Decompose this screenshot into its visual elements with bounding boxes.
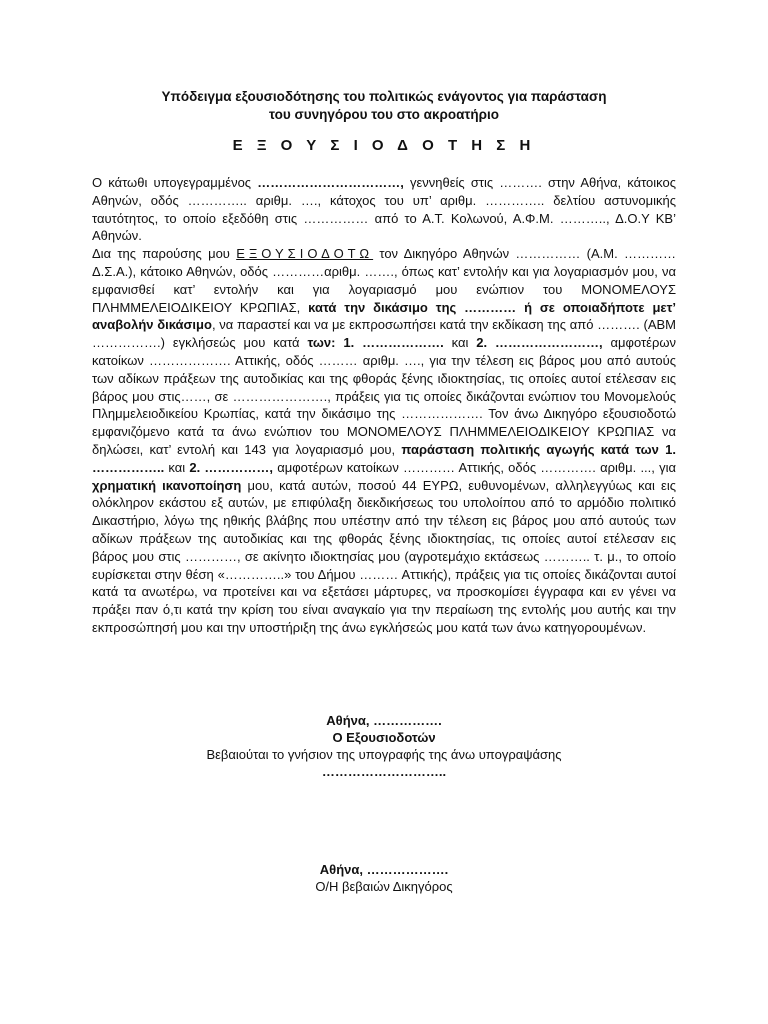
p2-text-5: αμφοτέρων κατοίκων ………………. Αττικής, οδός ……… αριθμ. …., για την τέλεση εις βάρος μου από αυτούς των αδίκων πράξεων της αυτοδικίας και της φθοράς ξένης ιδιοκτησίας, τις οποίες αυτοί ετέλεσαν εις βάρος μου στις……, σε …………………., πράξεις για τις οποίες δικάζονται ενώπιον του Μονομελούς Πλημμελειοδικείου Κρωπίας, κατά την δικάσιμο της ………………. Τον άνω Δικηγόρο εξουσιοδοτώ εμφανιζόμενο κατά τα άνω ενώπιον του ΜΟΝΟΜΕΛΟΥΣ ΠΛΗΜΜΕΛΕΙΟΔΙΚΕΙΟΥ ΚΡΩΠΙΑΣ να δηλώσει, κατ’ εντολή και 143 για λογαριασμό μου, <box>92 335 676 457</box>
certifying-lawyer-label: Ο/Η βεβαιών Δικηγόρος <box>315 879 453 894</box>
p2-civil-claim-2: 2. ……………, <box>189 459 274 475</box>
p2-text-4: και <box>443 335 477 351</box>
title-line-2: του συνηγόρου του στο ακροατήριο <box>268 107 500 122</box>
paragraph-authorization <box>92 245 676 637</box>
p2-hearing-date: κατά την δικάσιμο της ………… ή σε οποιαδήποτε μετ’ αναβολήν δικάσιμο <box>92 299 676 333</box>
signer-label: Ο Εξουσιοδοτών <box>332 730 436 745</box>
title-line-1: Υπόδειγμα εξουσιοδότησης του πολιτικώς ενάγοντος για παράσταση <box>161 89 607 104</box>
p2-accused-2: 2. ……………………, <box>476 335 603 351</box>
p2-text-7: αμφοτέρων κατοίκων ………… Αττικής, οδός …………. αριθμ. ..., για <box>273 459 676 475</box>
signature-line: ……………………….. <box>321 764 447 779</box>
p2-authorize-word: ΕΞΟΥΣΙΟΔΟΤΩ <box>236 246 374 262</box>
p2-text-3: , να παραστεί και να με εκπροσωπήσει κατά την εκδίκαση της από ………. (ΑΒΜ …………….) εγκλήσεώς μου κατά <box>92 317 677 351</box>
p2-text-1: Δια της παρούσης μου <box>92 246 237 262</box>
p2-accused-1: των: 1. ………………. <box>307 335 444 351</box>
p1-text-2: γεννηθείς στις ………. στην Αθήνα, κάτοικος Αθηνών, οδός ………….. αριθμ. …., κάτοχος του υπ’ αριθμ. ………….. δελτίου αστυνομικής ταυτότητος, το οποίο εξεδόθη στις …………… από το Α.Τ. Κολωνού, Α.Φ.Μ. ……….., Δ.Ο.Υ ΚΒ’ Αθηνών. <box>92 175 677 244</box>
document-title <box>100 88 668 124</box>
p1-name-blank: ……………………………, <box>257 175 404 190</box>
closing-place-date-2: Αθήνα, ………………. <box>319 862 449 877</box>
p1-text-1: Ο κάτωθι υπογεγραμμένος <box>92 175 258 190</box>
p2-monetary-compensation: χρηματική ικανοποίηση <box>92 477 242 493</box>
paragraph-identity <box>92 174 676 245</box>
document-heading: Ε Ξ Ο Υ Σ Ι Ο Δ Ο Τ Η Σ Η <box>232 137 536 154</box>
p2-text-6: και <box>164 459 190 475</box>
document-body <box>92 174 676 637</box>
closing-place-date: Αθήνα, ……………. <box>326 713 442 728</box>
p2-civil-claim: παράσταση πολιτικής αγωγής κατά των 1. …………….. <box>92 441 676 475</box>
p2-text-8: μου, κατά αυτών, ποσού 44 ΕΥΡΩ, ευθυνομένων, αλληλεγγύως και εις ολόκληρον εκάστου εξ αυτών, με επιφύλαξη διεκδικήσεως του υπολοίπου από το αρμόδιο πολιτικό Δικαστήριο, λόγω της ηθικής βλάβης που υπέστην από την τέλεση εις βάρος μου από αυτούς των αδίκων πράξεων της αυτοδικίας και της φθοράς ξένης ιδιοκτησίας, τις οποίες αυτοί ετέλεσαν εις βάρος μου στις …………, σε ακίνητο ιδιοκτησίας μου (αγροτεμάχιο εκτάσεως ……….. τ. μ., το οποίο ευρίσκεται στην θέση «…………..» του Δήμου ……… Αττικής), πράξεις για τις οποίες δικάζονται αυτοί κατά τα ανωτέρω, να προτείνει και να εξετάσει μάρτυρες, να προσκομίσει έγγραφα και εν γένει να πράξει παν ό,τι κατά την κρίση του είναι αναγκαίο για την περαίωση της εντολής μου αυτής και την εκπροσώπησή μου και την υποστήριξη της άνω εγκλήσεώς μου κατά των άνω κατηγορουμένων. <box>92 477 676 635</box>
p2-text-2: τον Δικηγόρο Αθηνών …………… (Α.Μ. ………… Δ.Σ.Α.), κάτοικο Αθηνών, οδός …………αριθμ. ……., όπως κατ’ εντολήν και για λογαριασμόν μου, να εμφανισθεί κατ’ εντολήν και για λογαριασμό μου ενώπιον του ΜΟΝΟΜΕΛΟΥΣ ΠΛΗΜΜΕΛΕΙΟΔΙΚΕΙΟΥ ΚΡΩΠΙΑΣ, <box>92 246 676 315</box>
certification-text: Βεβαιούται το γνήσιον της υπογραφής της άνω υπογραψάσης <box>206 747 562 762</box>
